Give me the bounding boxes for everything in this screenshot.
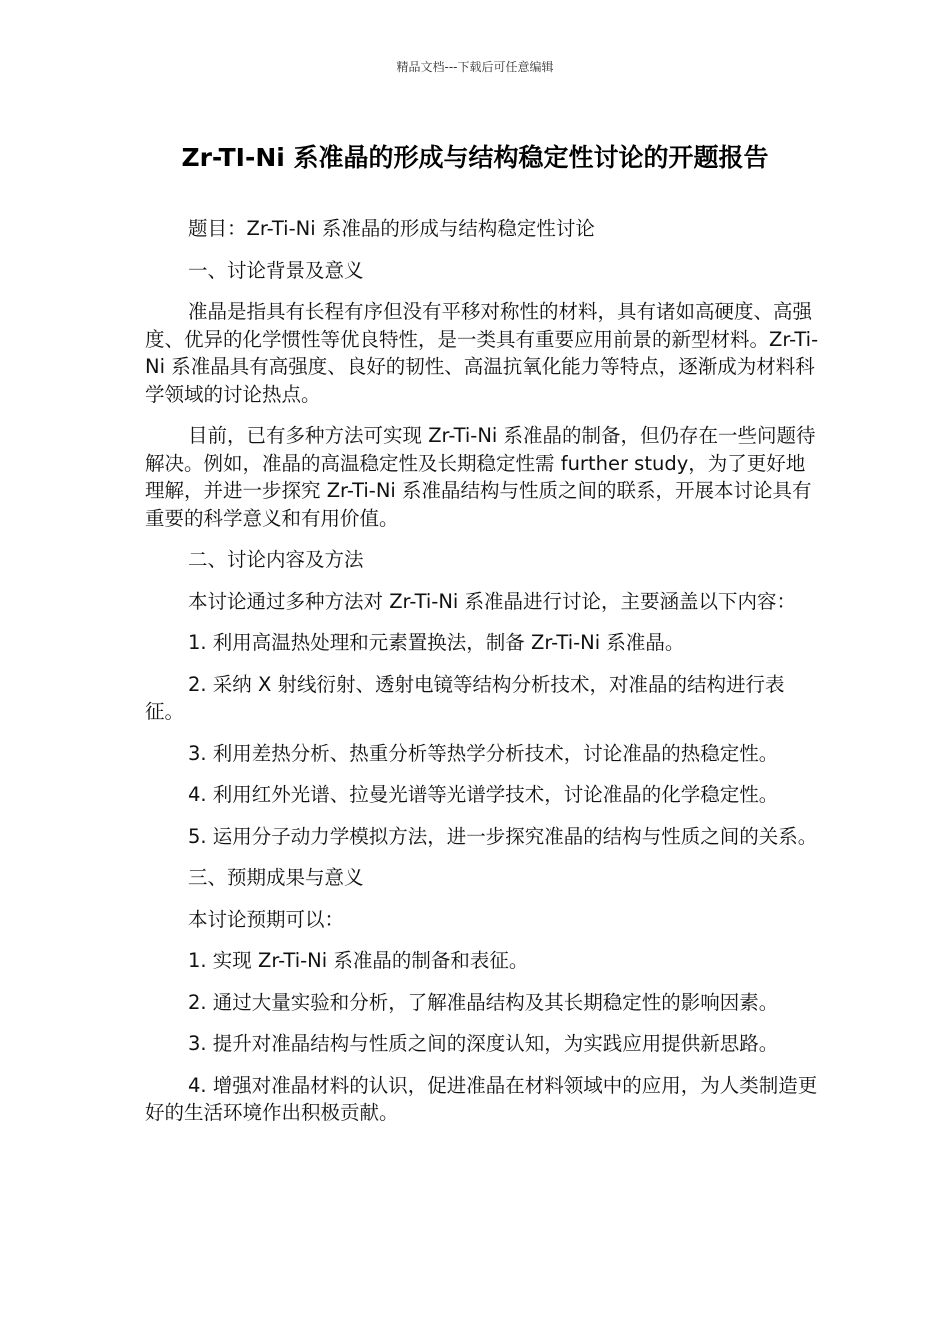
paragraph-results-intro: 本讨论预期可以： [188, 907, 345, 931]
list-item-results-4: 4. 增强对准晶材料的认识，促进准晶在材料领域中的应用，为人类制造更好的生活环境作出积极贡献。 [145, 1073, 818, 1124]
list-item-content-5: 5. 运用分子动力学模拟方法，进一步探究准晶的结构与性质之间的关系。 [188, 824, 818, 848]
list-item-results-3: 3. 提升对准晶结构与性质之间的深度认知，为实践应用提供新思路。 [188, 1032, 779, 1055]
list-item-content-3: 3. 利用差热分析、热重分析等热学分析技术，讨论准晶的热稳定性。 [188, 741, 779, 765]
list-item-results-1: 1. 实现 Zr-Ti-Ni 系准晶的制备和表征。 [188, 949, 529, 972]
list-item-content-1: 1. 利用高温热处理和元素置换法，制备 Zr-Ti-Ni 系准晶。 [188, 631, 685, 654]
list-item-content-2: 2. 采纳 X 射线衍射、透射电镜等结构分析技术，对准晶的结构进行表征。 [145, 672, 785, 723]
paragraph-background-2: 目前，已有多种方法可实现 Zr-Ti-Ni 系准晶的制备，但仍存在一些问题待解决。例如，准晶的高温稳定性及长期稳定性需 further study，为了更好地理解，并进一步探究 Zr-Ti-Ni 系准晶结构与性质之间的联系，开展本讨论具有重要的科学意义和有用价值。 [145, 424, 816, 530]
section-heading-content: 二、讨论内容及方法 [188, 548, 364, 571]
section-heading-results: 三、预期成果与意义 [188, 866, 364, 889]
list-item-results-2: 2. 通过大量实验和分析，了解准晶结构及其长期稳定性的影响因素。 [188, 990, 779, 1014]
paragraph-background-1: 准晶是指具有长程有序但没有平移对称性的材料，具有诸如高硬度、高强度、优异的化学惯性等优良特性，是一类具有重要应用前景的新型材料。Zr-Ti-Ni 系准晶具有高强度、良好的韧性、高温抗氧化能力等特点，逐渐成为材料科学领域的讨论热点。 [145, 300, 819, 406]
document-body [145, 215, 820, 1141]
list-item-content-4: 4. 利用红外光谱、拉曼光谱等光谱学技术，讨论准晶的化学稳定性。 [188, 783, 779, 806]
header-note: 精品文档---下载后可任意编辑 [396, 60, 554, 74]
paragraph-content-intro: 本讨论通过多种方法对 Zr-Ti-Ni 系准晶进行讨论，主要涵盖以下内容： [188, 589, 797, 613]
section-heading-background: 一、讨论背景及意义 [188, 258, 364, 282]
topic-line: 题目：Zr-Ti-Ni 系准晶的形成与结构稳定性讨论 [188, 217, 595, 240]
document-title: Zr-TI-Ni 系准晶的形成与结构稳定性讨论的开题报告 [181, 143, 769, 172]
